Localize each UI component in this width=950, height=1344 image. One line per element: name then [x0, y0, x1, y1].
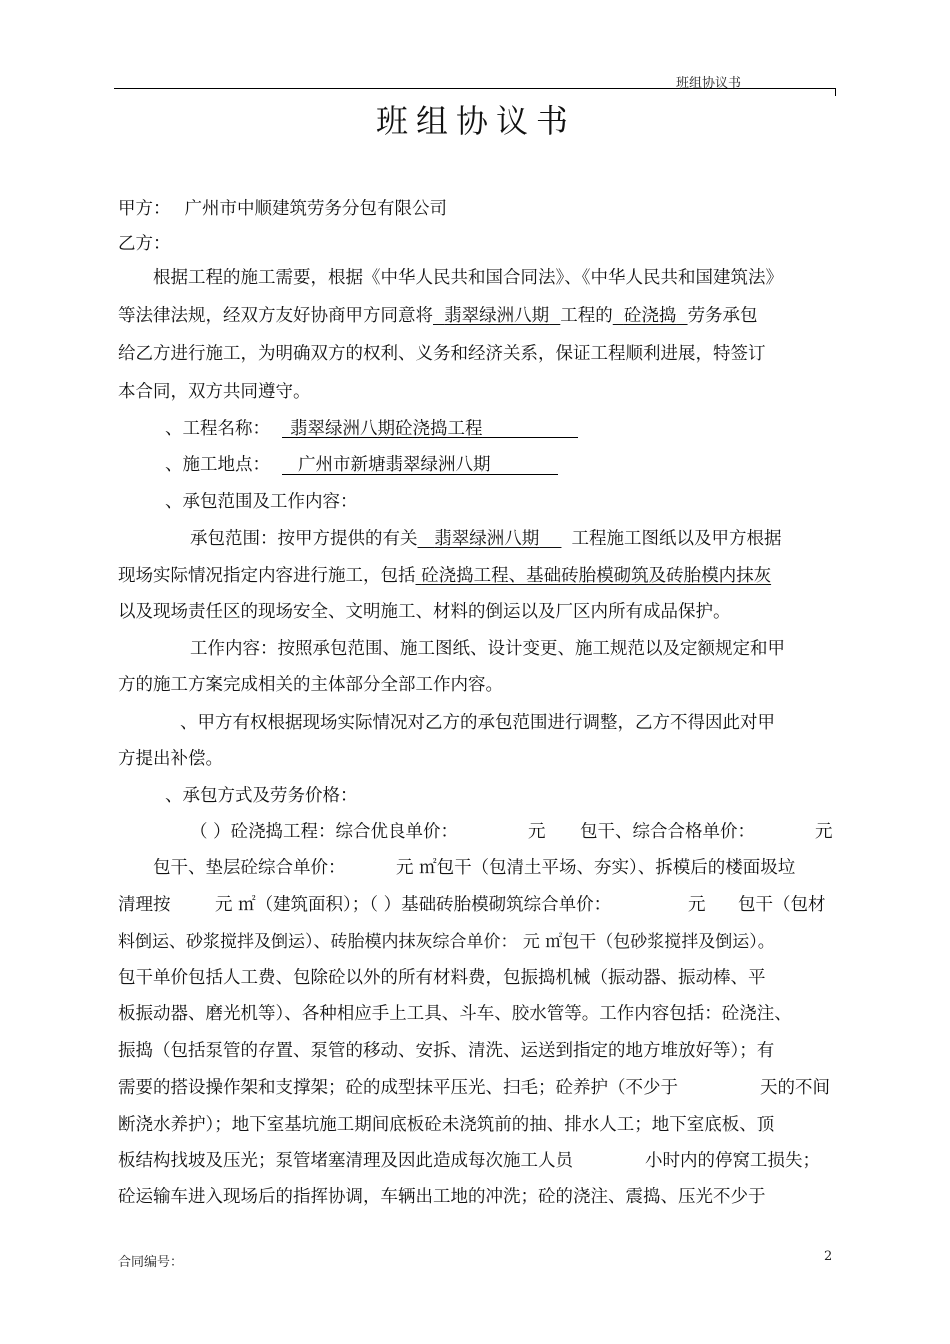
pricing-line-8b: 天的不间	[760, 1078, 830, 1098]
pricing-line-7: 振捣（包括泵管的存置、泵管的移动、安拆、清洗、运送到指定的地方堆放好等）；有	[118, 1041, 775, 1061]
pricing-line-5: 包干单价包括人工费、包除砼以外的所有材料费，包振捣机械（振动器、振动棒、平	[118, 968, 766, 988]
pricing-line-10b: 小时内的停窝工损失；	[645, 1151, 820, 1171]
site-underline	[282, 474, 558, 475]
work-line-1: 工作内容：按照承包范围、施工图纸、设计变更、施工规范以及定额规定和甲	[190, 639, 785, 659]
pricing-line-3a: 清理按	[118, 895, 171, 915]
pricing-line-2b: 元 ㎡包干（包清土平场、夯实）、拆模后的楼面圾垃	[396, 858, 796, 878]
intro-scope: 砼浇捣	[623, 306, 677, 326]
work-line-2: 方的施工方案完成相关的主体部分全部工作内容。	[118, 675, 503, 695]
pricing-line-3d: 包干（包材	[738, 895, 826, 915]
item-site: 、施工地点： 广州市新塘翡翠绿洲八期	[165, 455, 491, 475]
pricing-line-6: 板振动器、磨光机等）、各种相应手上工具、斗车、胶水管等。工作内容包括：砼浇注、	[118, 1004, 792, 1024]
scope-heading: 、承包范围及工作内容：	[165, 492, 358, 512]
party-b-label: 乙方：	[118, 234, 171, 254]
contract-number-label: 合同编号：	[118, 1255, 184, 1270]
header-rule-tick	[835, 88, 836, 96]
intro-project-name: 翡翠绿洲八期	[444, 306, 550, 326]
adjust-line-1: 、甲方有权根据现场实际情况对乙方的承包范围进行调整，乙方不得因此对甲	[180, 713, 775, 733]
pricing-line-8a: 需要的搭设操作架和支撑架；砼的成型抹平压光、扫毛；砼养护（不少于	[118, 1078, 678, 1098]
pricing-line-1d: 元	[815, 822, 833, 842]
pricing-line-4: 料倒运、砂浆搅拌及倒运）、砖胎模内抹灰综合单价： 元 ㎡包干（包砂浆搅拌及倒运）。	[118, 932, 775, 952]
project-name-underline	[282, 437, 578, 438]
pricing-line-9: 断浇水养护）；地下室基坑施工期间底板砼未浇筑前的抽、排水人工；地下室底板、顶	[118, 1115, 775, 1135]
pricing-line-1c: 包干、综合合格单价：	[580, 822, 755, 842]
site-value: 广州市新塘翡翠绿洲八期	[298, 455, 491, 475]
scope-project-name: 翡翠绿洲八期	[434, 529, 540, 549]
scope-line-2: 现场实际情况指定内容进行施工，包括 砼浇捣工程、基础砖胎模砌筑及砖胎模内抹灰	[118, 566, 772, 586]
party-a-label: 甲方：	[118, 199, 171, 219]
party-a-line	[118, 199, 447, 219]
pricing-heading: 、承包方式及劳务价格：	[165, 786, 358, 806]
page-number: 2	[824, 1249, 833, 1264]
pricing-line-3b: 元 ㎡（建筑面积）；（ ）基础砖胎模砌筑综合单价：	[215, 895, 612, 915]
intro-line-3: 给乙方进行施工，为明确双方的权利、义务和经济关系，保证工程顺利进展，特签订	[118, 344, 766, 364]
intro-line-4: 本合同，双方共同遵守。	[118, 382, 311, 402]
intro-line-2: 等法律法规，经双方友好协商甲方同意将 翡翠绿洲八期 工程的 砼浇捣 劳务承包	[118, 306, 758, 326]
scope-work-items: 砼浇捣工程、基础砖胎模砌筑及砖胎模内抹灰	[421, 566, 772, 586]
party-a-name: 广州市中顺建筑劳务分包有限公司	[184, 199, 447, 219]
running-header-title: 班组协议书	[676, 76, 742, 91]
pricing-line-10a: 板结构找坡及压光；泵管堵塞清理及因此造成每次施工人员	[118, 1151, 573, 1171]
pricing-line-3c: 元	[688, 895, 706, 915]
project-name-value: 翡翠绿洲八期砼浇捣工程	[290, 419, 483, 439]
scope-line-1: 承包范围：按甲方提供的有关 翡翠绿洲八期 工程施工图纸以及甲方根据	[190, 529, 782, 549]
scope-line-3: 以及现场责任区的现场安全、文明施工、材料的倒运以及厂区内所有成品保护。	[118, 602, 731, 622]
pricing-line-1b: 元	[528, 822, 546, 842]
intro-line-1: 根据工程的施工需要，根据《中华人民共和国合同法》、《中华人民共和国建筑法》	[153, 268, 783, 288]
adjust-line-2: 方提出补偿。	[118, 749, 223, 769]
pricing-line-1a: （ ）砼浇捣工程：综合优良单价：	[190, 822, 459, 842]
document-title: 班组协议书	[376, 102, 577, 140]
header-rule	[114, 88, 836, 89]
pricing-line-2a: 包干、垫层砼综合单价：	[153, 858, 346, 878]
pricing-line-11: 砼运输车进入现场后的指挥协调，车辆出工地的冲洗；砼的浇注、震捣、压光不少于	[118, 1187, 766, 1207]
item-project-name: 、工程名称： 翡翠绿洲八期砼浇捣工程	[165, 419, 483, 439]
